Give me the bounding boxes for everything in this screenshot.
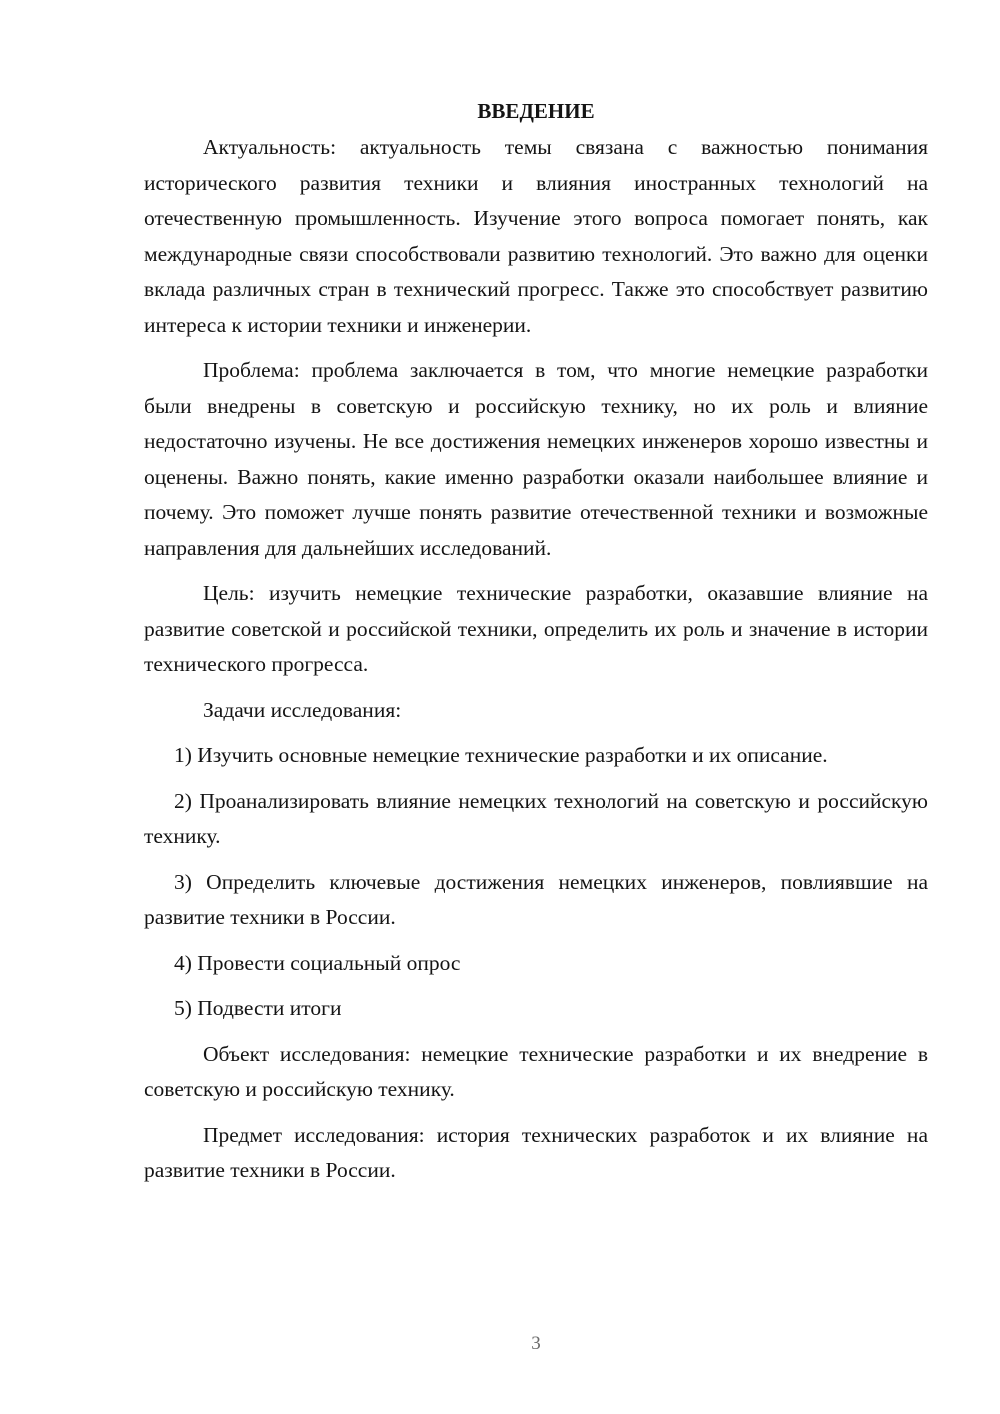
tasks-intro: Задачи исследования: [203,697,402,722]
goal-paragraph: Цель: изучить немецкие технические разработки, оказавшие влияние на развитие советской и российской техники, определить их роль и значение в истории технического прогресса. [144,581,928,676]
task-item-4: 4) Провести социальный опрос [174,950,461,975]
task-item-2: 2) Проанализировать влияние немецких технологий на советскую и российскую технику. [144,788,928,848]
relevance-paragraph: Актуальность: актуальность темы связана с важностью понимания исторического развития техники и влияния иностранных технологий на отечественную промышленность. Изучение этого вопроса помогает понять, как международные связи способствовали развитию технологий. Это важно для оценки вклада различных стран в технический прогресс. Также это способствует развитию интереса к истории техники и инженерии. [144,135,928,337]
subject-paragraph: Предмет исследования: история технических разработок и их влияние на развитие техники в России. [144,1122,928,1182]
task-item-3: 3) Определить ключевые достижения немецких инженеров, повлиявшие на развитие техники в России. [144,869,928,929]
page-number: 3 [531,1333,541,1354]
page-content [144,96,928,1199]
section-heading: ВВЕДЕНИЕ [477,99,595,123]
task-item-1: 1) Изучить основные немецкие технические разработки и их описание. [174,743,828,767]
object-paragraph: Объект исследования: немецкие технические разработки и их внедрение в советскую и российскую технику. [144,1041,928,1101]
problem-paragraph: Проблема: проблема заключается в том, что многие немецкие разработки были внедрены в советскую и российскую технику, но их роль и влияние недостаточно изучены. Не все достижения немецких инженеров хорошо известны и оценены. Важно понять, какие именно разработки оказали наибольшее влияние и почему. Это поможет лучше понять развитие отечественной техники и возможные направления для дальнейших исследований. [144,358,928,560]
task-item-5: 5) Подвести итоги [174,996,342,1020]
